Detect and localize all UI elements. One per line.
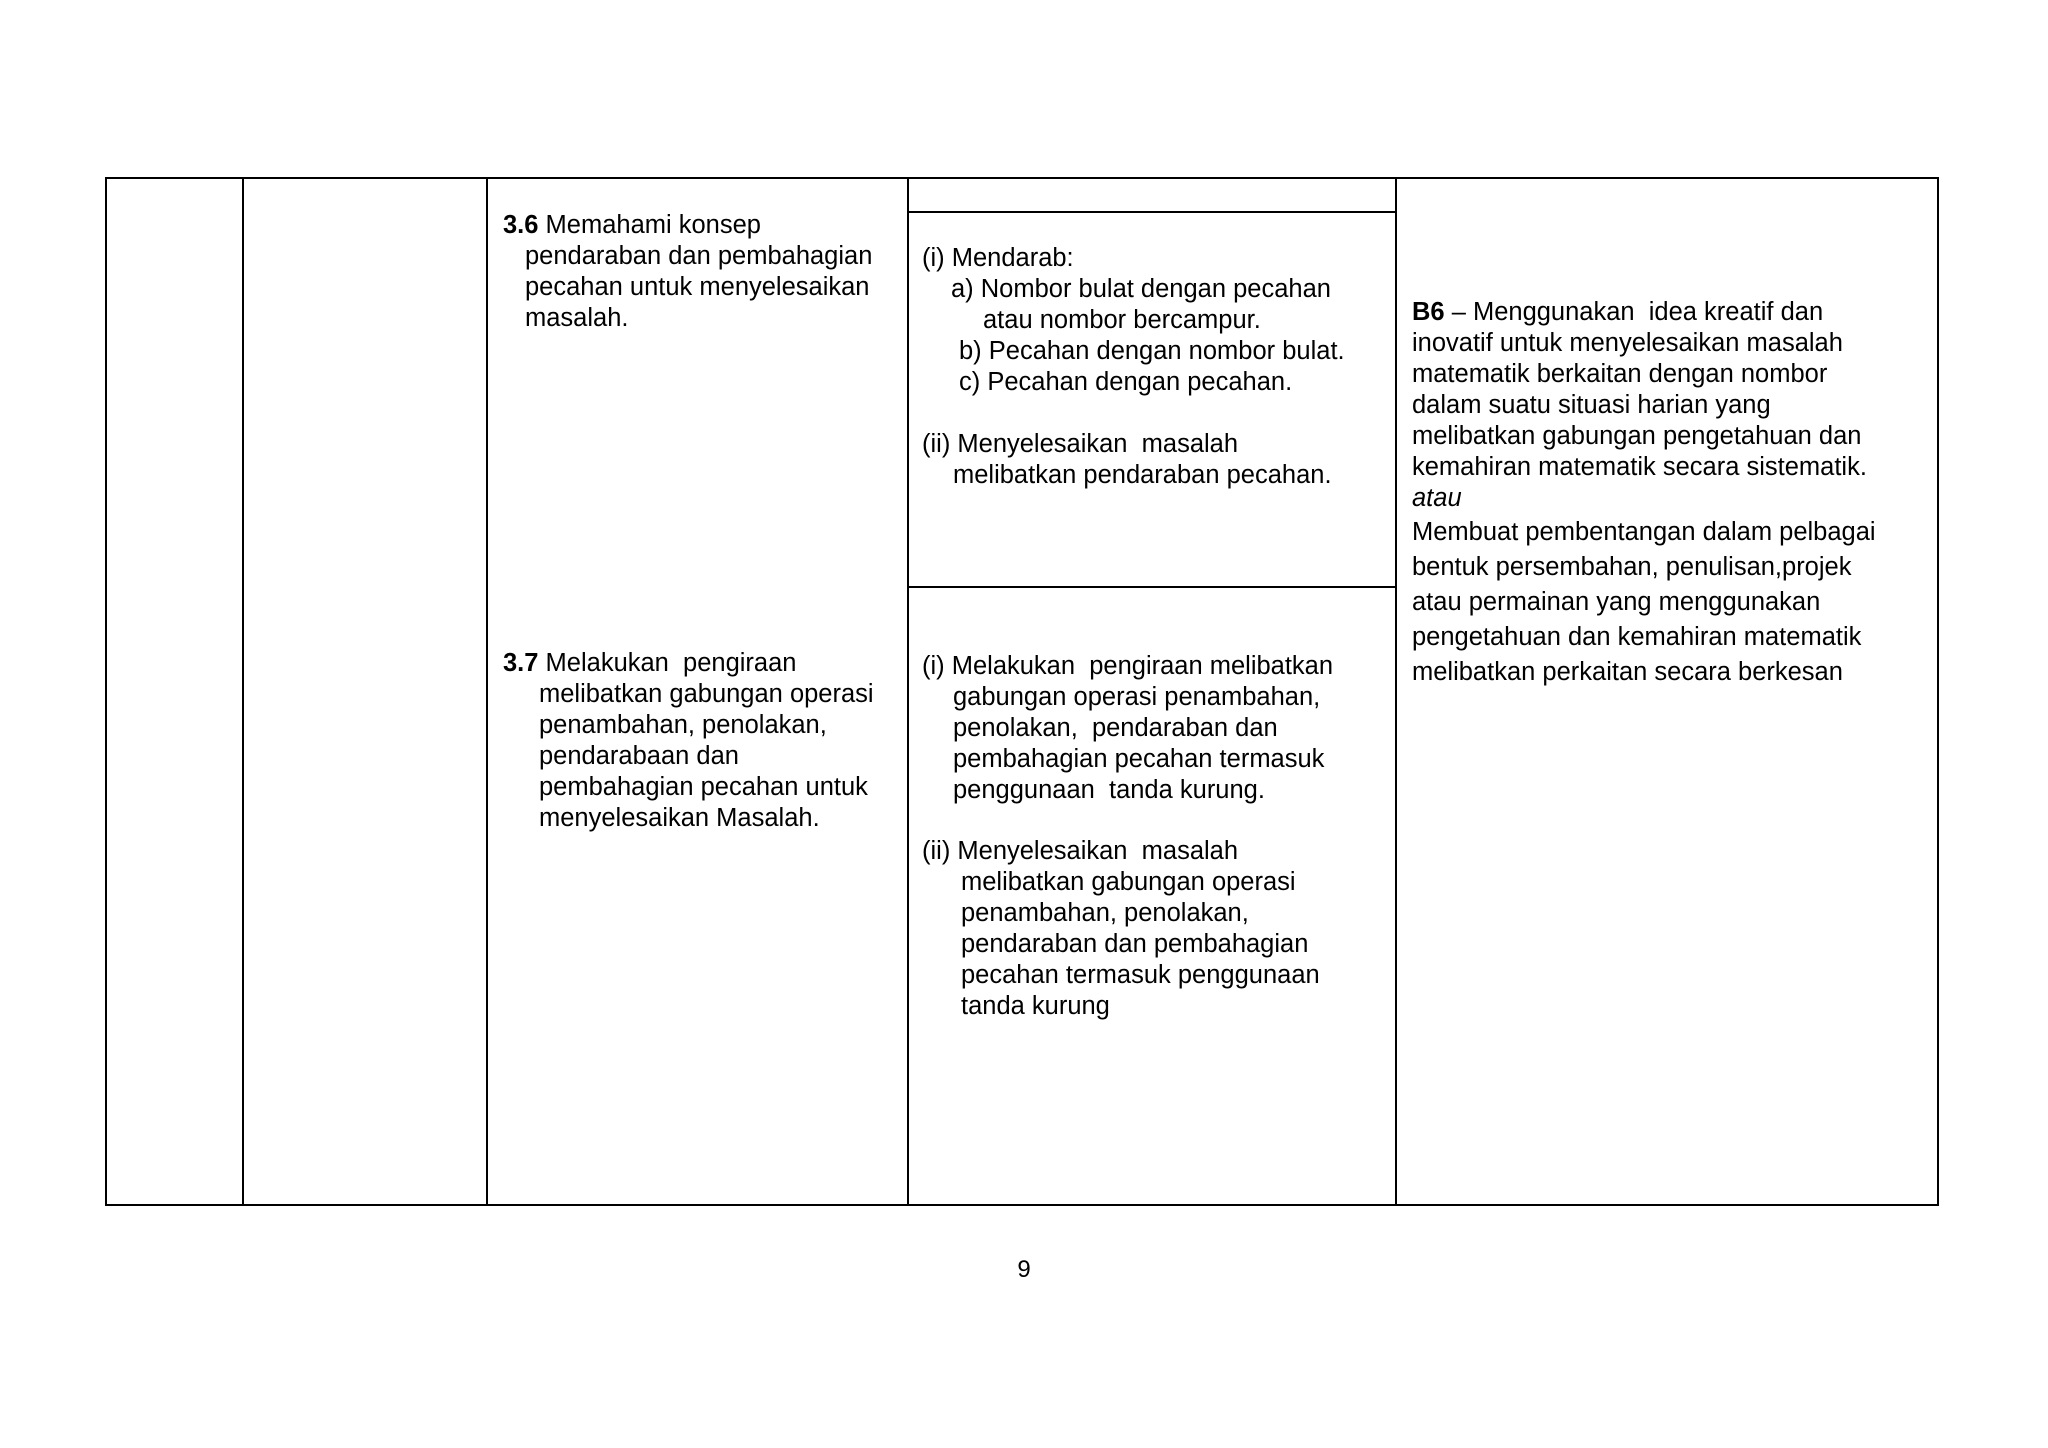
standard-3-7-line: menyelesaikan Masalah. [539, 804, 820, 832]
objective-item: tanda kurung [961, 992, 1110, 1020]
standard-3-7-number: 3.7 [503, 649, 539, 677]
standard-3-7-line: melibatkan gabungan operasi [539, 680, 874, 708]
objective-item: (i) Melakukan pengiraan melibatkan [922, 652, 1334, 680]
objective-item: a) Nombor bulat dengan pecahan [951, 275, 1331, 303]
column-divider [242, 179, 244, 1204]
standard-3-7-line: 3.7 Melakukan pengiraan [503, 649, 797, 677]
or-label: atau [1412, 484, 1462, 512]
objective-item: melibatkan pendaraban pecahan. [953, 461, 1332, 489]
objective-item: gabungan operasi penambahan, [953, 683, 1321, 711]
objective-item: atau nombor bercampur. [983, 306, 1261, 334]
objective-item: c) Pecahan dengan pecahan. [959, 368, 1293, 396]
performance-descriptor-line: bentuk persembahan, penulisan,projek [1412, 553, 1852, 581]
objective-item: penggunaan tanda kurung. [953, 776, 1265, 804]
performance-descriptor-line: matematik berkaitan dengan nombor [1412, 360, 1828, 388]
objective-item: penolakan, pendaraban dan [953, 714, 1278, 742]
objective-item: penambahan, penolakan, [961, 899, 1249, 927]
performance-descriptor-line: kemahiran matematik secara sistematik. [1412, 453, 1867, 481]
performance-descriptor-line: inovatif untuk menyelesaikan masalah [1412, 329, 1843, 357]
standard-3-6-line: masalah. [525, 304, 629, 332]
performance-level-code: B6 [1412, 298, 1445, 326]
row-divider [907, 586, 1395, 588]
standard-3-7-line: pendarabaan dan [539, 742, 739, 770]
standard-3-7-line: pembahagian pecahan untuk [539, 773, 868, 801]
standard-3-6-line: pendaraban dan pembahagian [525, 242, 873, 270]
column-divider [486, 179, 488, 1204]
standard-3-6-number: 3.6 [503, 211, 539, 239]
performance-descriptor-line: atau permainan yang menggunakan [1412, 588, 1821, 616]
performance-descriptor-line: pengetahuan dan kemahiran matematik [1412, 623, 1862, 651]
curriculum-table [105, 177, 1939, 1206]
objective-item: pendaraban dan pembahagian [961, 930, 1309, 958]
objective-item: pembahagian pecahan termasuk [953, 745, 1325, 773]
performance-descriptor-line: dalam suatu situasi harian yang [1412, 391, 1771, 419]
standard-3-7-line: penambahan, penolakan, [539, 711, 827, 739]
performance-descriptor-line: B6 – Menggunakan idea kreatif dan [1412, 298, 1824, 326]
column-divider [1395, 179, 1397, 1204]
standard-3-6-line: pecahan untuk menyelesaikan [525, 273, 870, 301]
column-divider [907, 179, 909, 1204]
objective-item: (ii) Menyelesaikan masalah [922, 430, 1239, 458]
objective-heading: (i) Mendarab: [922, 244, 1074, 272]
objective-item: b) Pecahan dengan nombor bulat. [959, 337, 1345, 365]
page-number: 9 [1017, 1256, 1031, 1283]
objective-item: melibatkan gabungan operasi [961, 868, 1296, 896]
standard-3-6-line: 3.6 Memahami konsep [503, 211, 761, 239]
row-divider [907, 211, 1395, 213]
performance-descriptor-line: melibatkan perkaitan secara berkesan [1412, 658, 1843, 686]
objective-item: pecahan termasuk penggunaan [961, 961, 1320, 989]
objective-item: (ii) Menyelesaikan masalah [922, 837, 1239, 865]
performance-descriptor-line: Membuat pembentangan dalam pelbagai [1412, 518, 1876, 546]
performance-descriptor-line: melibatkan gabungan pengetahuan dan [1412, 422, 1862, 450]
